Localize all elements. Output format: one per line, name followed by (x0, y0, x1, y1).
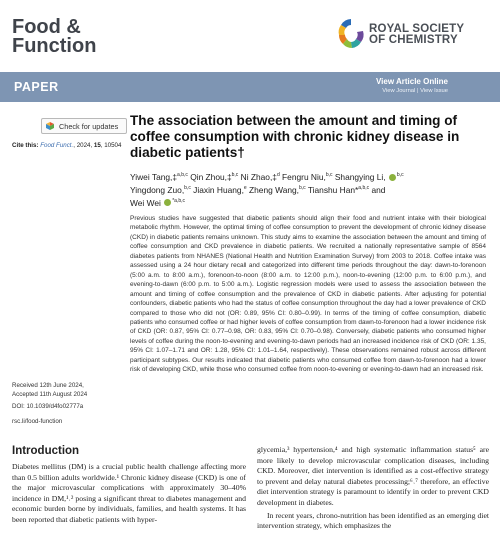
introduction-heading: Introduction (12, 445, 80, 457)
citation-block (12, 142, 122, 151)
intro-paragraph-right-2: In recent years, chrono-nutrition has been identified as an emerging diet intervention strategy, which emphasizes the (257, 510, 489, 531)
intro-paragraph-right-1: glycemia,³ hypertension,⁴ and high systematic inflammation status⁵ are more likely to develop microvascular complication diseases, including CKD. Moreover, diet intervention is identified as a cost-effective strategy to prevent and delay natural diabetes processing;⁶˒⁷ therefore, an effective diet intervention strategy is paramount to identify in order to prevent CKD development in diabetes. (257, 445, 489, 507)
author-text: Tianshu Han* (305, 184, 359, 195)
affil-sup: a,b,c (177, 172, 188, 178)
affil-sup: a,b,c (358, 184, 370, 191)
rsc-logo-icon (337, 17, 365, 55)
cite-journal-link[interactable]: Food Funct. (40, 142, 74, 149)
affil-sup: b,c (325, 172, 333, 178)
accepted-date: Accepted 11th August 2024 (12, 390, 88, 398)
affil-sup: b,c (396, 172, 404, 178)
journal-name-line2: Function (12, 35, 97, 57)
article-dates (12, 382, 122, 411)
view-article-online-link[interactable]: View Article Online (375, 77, 448, 86)
author-line-3 (130, 196, 490, 209)
article-title: The association between the amount and timing of coffee consumption with chronic kidney disease in diabetic patients† (130, 113, 460, 160)
author-text: Yingdong Zuo, (130, 184, 185, 195)
orcid-icon[interactable] (389, 174, 396, 181)
journal-logo (12, 18, 96, 56)
cite-prefix: Cite this: (12, 142, 39, 149)
affil-sup: b,c (184, 184, 191, 191)
cite-details: , 2024, (73, 142, 94, 149)
journal-issue-links (382, 88, 448, 94)
orcid-icon[interactable] (164, 199, 171, 206)
intro-paragraph-left: Diabetes mellitus (DM) is a crucial public health challenge affecting more than 0.5 billion adults worldwide.¹ Chronic kidney disease (CKD) is one of the major microvascular complications with approximately 30–40% incidence in DM,¹˒² posing a significant threat to diabetes management and economic burden borne by individuals, families, and health systems. It has been reported that diabetic patients with hyper- (12, 462, 246, 524)
affil-sup: b,c (299, 184, 306, 191)
author-text: Yiwei Tang,‡ (130, 171, 178, 182)
publisher-line1: ROYAL SOCIETY (369, 23, 465, 35)
cite-pages: , 10504 (100, 142, 122, 149)
check-for-updates-button[interactable] (41, 118, 127, 134)
author-text: and (369, 184, 386, 195)
article-type-label: PAPER (14, 80, 59, 94)
publisher-line2: OF CHEMISTRY (369, 34, 458, 46)
affil-sup: d (276, 172, 280, 178)
article-type-banner (0, 72, 500, 102)
journal-homepage-link[interactable]: rsc.li/food-function (12, 418, 63, 425)
view-issue-link[interactable]: View Issue (420, 88, 448, 94)
affil-sup: e (243, 184, 247, 191)
author-line-2 (130, 183, 490, 196)
affil-sup: b,c (231, 172, 239, 178)
received-date: Received 12th June 2024, (12, 382, 84, 389)
intro-column-right (257, 445, 489, 532)
author-text: Jiaxin Huang, (190, 184, 244, 195)
author-text: Wei Wei (130, 197, 161, 208)
author-list (130, 170, 490, 208)
check-updates-icon (45, 121, 55, 131)
author-line-1 (130, 170, 490, 183)
author-text: Qin Zhou,‡ (187, 171, 232, 182)
author-text: Zheng Wang, (246, 184, 299, 195)
view-journal-link[interactable]: View Journal (382, 88, 416, 94)
abstract: Previous studies have suggested that diabetic patients should align their food and nutrient intake with their biological metabolic rhythm. However, the optimal timing of coffee consumption to prevent the development of chronic kidney disease (CKD) in diabetic patients remains unknown. This study aims to examine the association between the amount and timing of coffee consumption and CKD prevalence in diabetic patients. We recruited a nationally representative sample of 8564 diabetes patients from NHANES (National Health and Nutrition Examination Survey) from 2003 to 2018. Coffee intake was assessed using a 24 hour dietary recall and categorized into different time periods throughout the day: dawn-to-forenoon (5:00 a.m. to 8:00 a.m.), forenoon-to-noon (8:00 a.m. to 12:00 p.m.), noon-to-evening (12:00 p.m. to 6:00 p.m.), and evening-to-dawn (6:00 p.m. to 5:00 a.m.). Logistic regression models were used to assess the association between the amount and timing of coffee consumption and the prevalence of CKD in diabetic patients. After adjusting for potential confounders, diabetic patients who had the status of coffee consumption throughout the day had a lower prevalence of CKD compared to those who did not (OR: 0.89, 95% CI: 0.80–0.99). In terms of the timing of coffee consumption, diabetic patients who consumed coffee or had higher levels of coffee consumption from dawn-to-forenoon had a lower incidence risk of CKD (OR: 0.87, 95% CI: 0.77–0.98, OR: 0.83, 95% CI: 0.70–0.98). Conversely, diabetic patients who consumed higher levels of coffee during the noon-to-evening and evening-to-dawn periods had an increased incidence risk of CKD (OR: 1.35, 95% CI: 1.07–1.71 and OR: 1.28, 95% CI: 1.01–1.64, respectively). These observations remained robust across different participant subtypes. Our results indicated that diabetic patients who consumed coffee from dawn-to-forenoon had a lower risk of developing CKD, while those who consumed coffee from noon-to-evening or evening-to-dawn had an increased risk. (130, 215, 486, 374)
journal-name-line1: Food & (12, 16, 81, 38)
publisher-logo-text (369, 24, 464, 46)
author-text: Ni Zhao,‡ (238, 171, 277, 182)
affil-sup: *a,b,c (172, 197, 185, 204)
cite-volume: 15 (93, 142, 101, 149)
doi[interactable]: DOI: 10.1039/d4fo02777a (12, 402, 84, 410)
check-updates-label: Check for updates (59, 121, 119, 131)
link-separator: | (415, 88, 421, 94)
author-text: Fengru Niu, (279, 171, 326, 182)
author-text: Shangying Li, (332, 171, 386, 182)
